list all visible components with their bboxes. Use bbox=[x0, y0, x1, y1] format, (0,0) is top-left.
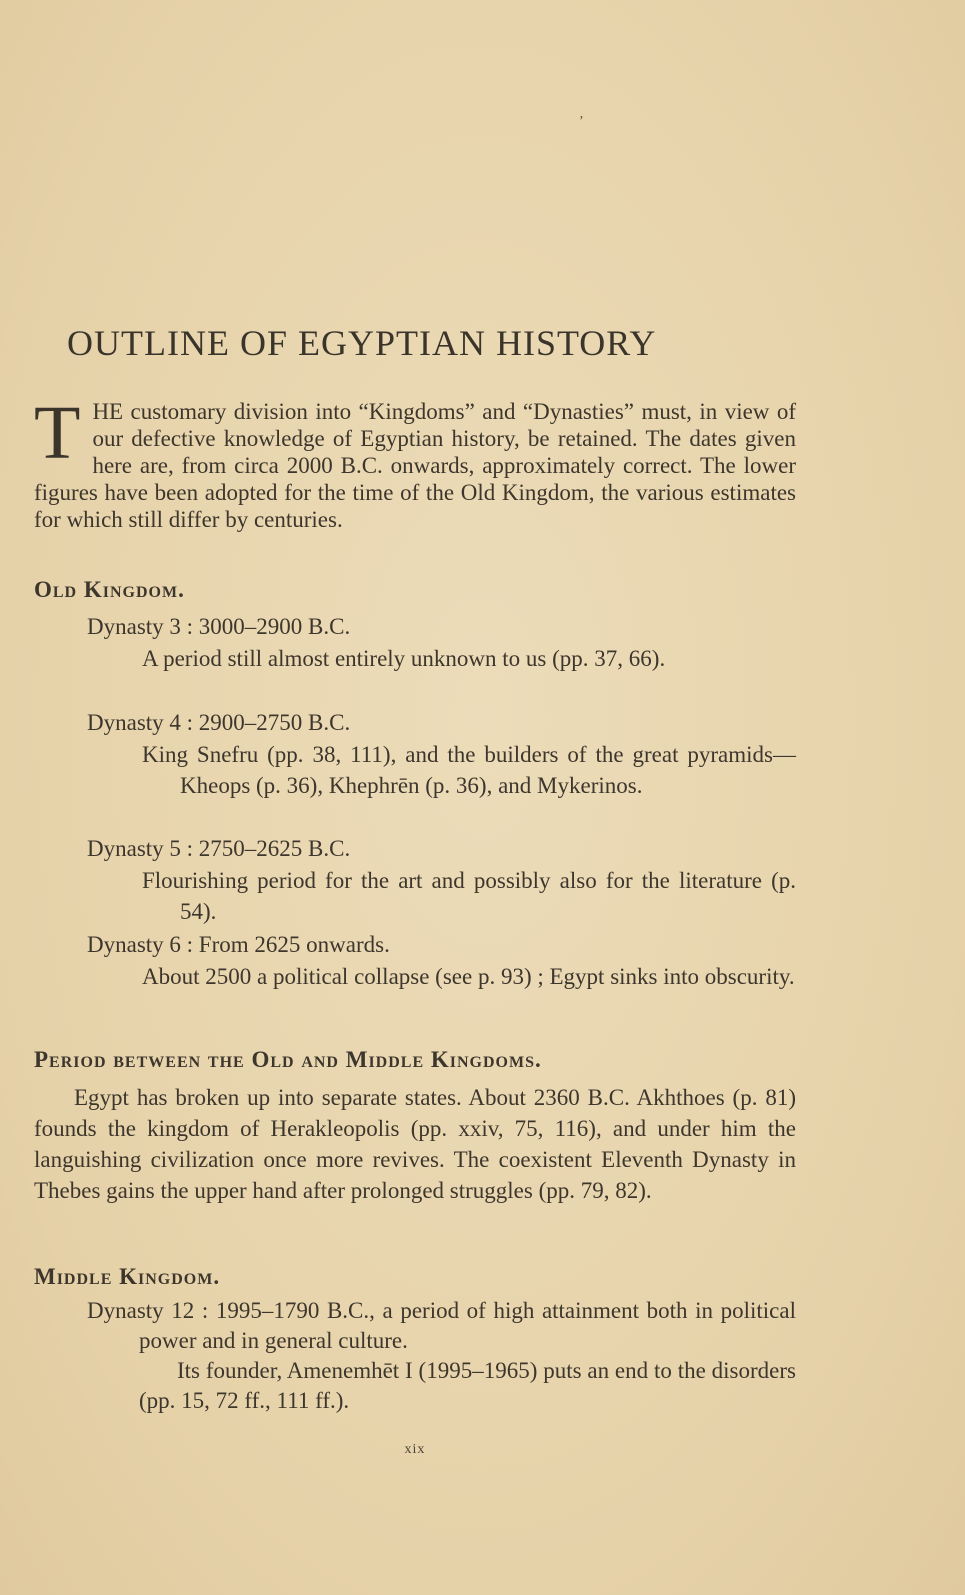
page-number: xix bbox=[404, 1442, 426, 1457]
dynasty-label: Dynasty 3 : 3000–2900 B.C. bbox=[87, 614, 351, 639]
intro-paragraph bbox=[34, 391, 796, 568]
dynasty-description: A period still almost entirely unknown to us (pp. 37, 66). bbox=[142, 646, 666, 671]
founder-paragraph: Its founder, Amenemhēt I (1995–1965) puts an end to the disorders (pp. 15, 72 ff., 111 ff.). bbox=[139, 1358, 796, 1413]
dynasty-label: Dynasty 5 : 2750–2625 B.C. bbox=[87, 836, 351, 861]
dynasty-description: About 2500 a political collapse (see p. 93) ; Egypt sinks into obscurity. bbox=[142, 964, 795, 989]
section-heading-middle-kingdom: Middle Kingdom. bbox=[34, 1264, 221, 1289]
section-heading-intermediate-period: Period between the Old and Middle Kingdoms. bbox=[34, 1047, 542, 1072]
dynasty-label: Dynasty 6 : From 2625 onwards. bbox=[87, 932, 390, 957]
page-title: OUTLINE OF EGYPTIAN HISTORY bbox=[67, 323, 657, 363]
dynasty-description: King Snefru (pp. 38, 111), and the builders of the great pyramids—Kheops (p. 36), Khephrēn (p. 36), and Mykerinos. bbox=[142, 742, 796, 798]
drop-cap: T bbox=[34, 391, 81, 475]
intro-text: HE customary division into “Kingdoms” and “Dynasties” must, in view of our defective knowledge of Egyptian history, be retained. The dates given here are, from circa 2000 B.C. onwards, approximately correct. The lower figures have been adopted for the time of the Old Kingdom, the various estimates for which still differ by centuries. bbox=[34, 399, 796, 532]
dynasty-description: Flourishing period for the art and possibly also for the literature (p. 54). bbox=[142, 868, 796, 924]
section-heading-old-kingdom: Old Kingdom. bbox=[34, 577, 185, 602]
dynasty-label: Dynasty 4 : 2900–2750 B.C. bbox=[87, 710, 351, 735]
dynasty-12-entry: Dynasty 12 : 1995–1790 B.C., a period of high attainment both in political power and in general culture. bbox=[87, 1298, 796, 1353]
intermediate-paragraph: Egypt has broken up into separate states. About 2360 B.C. Akhthoes (p. 81) founds the kingdom of Herakleopolis (pp. xxiv, 75, 116), and under him the languishing civilization once more revives. The coexistent Eleventh Dynasty in Thebes gains the upper hand after prolonged struggles (pp. 79, 82). bbox=[34, 1085, 796, 1203]
speck-mark: ʼ bbox=[579, 114, 584, 129]
